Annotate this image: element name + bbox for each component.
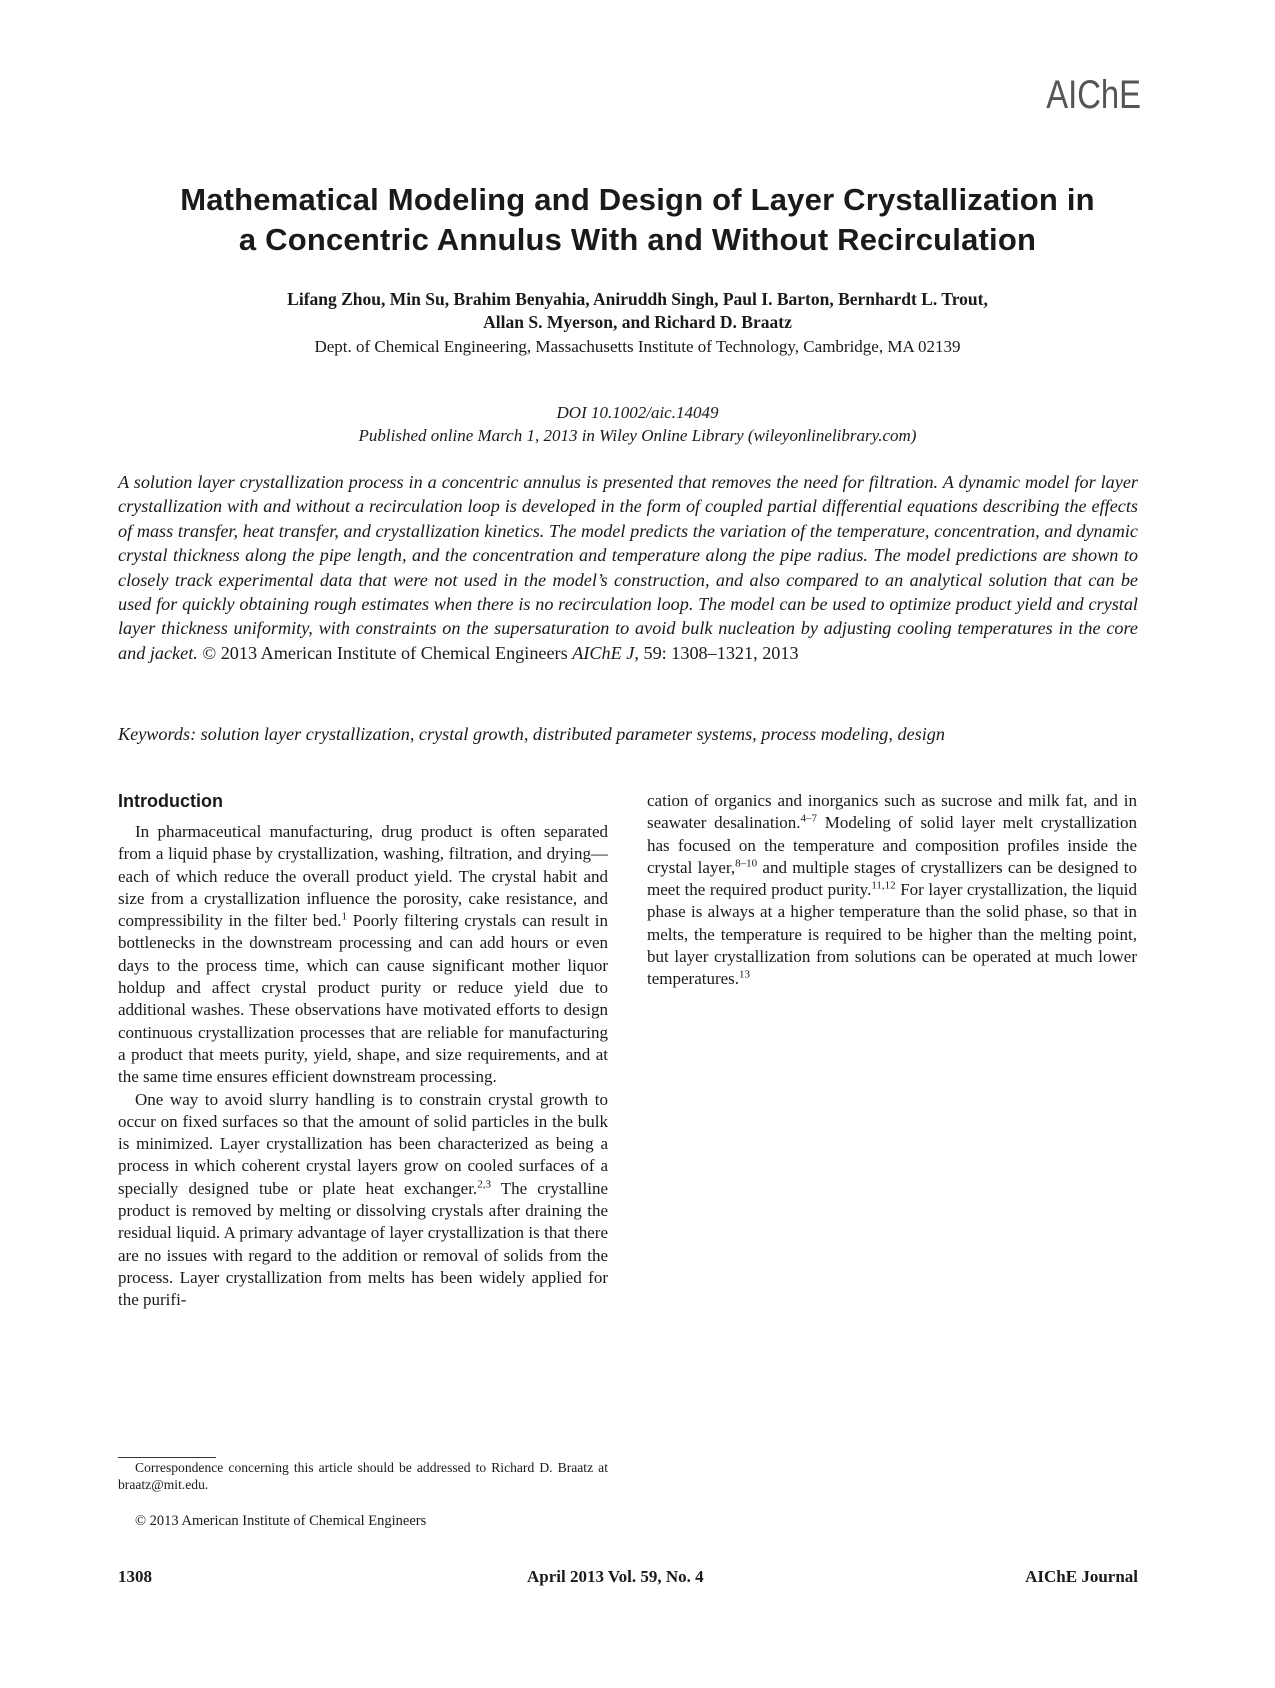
journal-abbrev: AIChE J <box>572 642 635 663</box>
paragraph-2-continued <box>647 790 1137 991</box>
para1-text-b: Poorly filtering crystals can result in bottlenecks in the downstream processing and can add hours or even days to the process time, which can cause significant mother liquor holdup and affect crystal product purity or reduce yield due to additional washes. These observations have motivated efforts to design continuous crystallization processes that are reliable for manufacturing a product that meets purity, yield, shape, and size requirements, and at the same time ensures efficient downstream processing. <box>118 911 608 1087</box>
para2-text-f: For layer crystallization, the liquid phase is always at a higher temperature than the solid phase, so that in melts, the temperature is required to be higher than the melting point, but layer crystallization from solutions can be operated at much lower temperatures. <box>647 880 1137 989</box>
authors-line-1: Lifang Zhou, Min Su, Brahim Benyahia, Aniruddh Singh, Paul I. Barton, Bernhardt L. Trout, <box>287 289 988 309</box>
ref-1: 1 <box>341 910 348 923</box>
ref-2: 2,3 <box>477 1178 491 1191</box>
para2-text-c: cation of organics and inorganics such as sucrose and milk fat, and in seawater desalination. <box>647 791 1137 833</box>
right-column <box>647 790 1137 991</box>
page-number: 1308 <box>118 1567 152 1586</box>
ref-5: 11,12 <box>871 879 896 892</box>
copyright-footnote: © 2013 American Institute of Chemical Engineers <box>135 1513 427 1529</box>
ref-4: 8–10 <box>735 857 758 870</box>
authors-line-2: Allan S. Myerson, and Richard D. Braatz <box>483 312 792 332</box>
footnote-rule <box>118 1457 216 1458</box>
para2-text-b: The crystalline product is removed by melting or dissolving crystals after draining the residual liquid. A primary advantage of layer crystallization is that there are no issues with regard to the addition or removal of solids from the process. Layer crystallization from melts has been widely applied for the purifi- <box>118 1178 608 1310</box>
correspondence-footnote: Correspondence concerning this article should be addressed to Richard D. Braatz at braatz@mit.edu. <box>118 1460 608 1492</box>
issue-info: April 2013 Vol. 59, No. 4 <box>527 1567 704 1586</box>
author-list <box>120 288 1155 334</box>
doi: DOI 10.1002/aic.14049 <box>556 403 719 422</box>
abstract <box>118 470 1138 665</box>
article-title <box>120 180 1155 260</box>
citation: , 59: 1308–1321, 2013 <box>634 642 799 663</box>
abstract-copyright: © 2013 American Institute of Chemical Engineers <box>202 642 568 663</box>
published-online: Published online March 1, 2013 in Wiley Online Library (wileyonlinelibrary.com) <box>358 426 917 445</box>
ref-3: 4–7 <box>800 812 818 825</box>
journal-name: AIChE Journal <box>1025 1567 1138 1586</box>
affiliation: Dept. of Chemical Engineering, Massachusetts Institute of Technology, Cambridge, MA 02139 <box>314 337 961 356</box>
para2-text-e: and multiple stages of crystallizers can be designed to meet the required product purity. <box>647 857 1137 900</box>
paragraph-1 <box>118 821 608 1089</box>
para2-text-d: Modeling of solid layer melt crystallization has focused on the temperature and composition profiles inside the crystal layer, <box>647 813 1137 877</box>
introduction-heading: Introduction <box>118 791 223 811</box>
title-line-1: Mathematical Modeling and Design of Layer Crystallization in <box>180 182 1095 217</box>
svg-text:AIChE: AIChE <box>1046 72 1141 116</box>
paragraph-2 <box>118 1089 608 1312</box>
para2-text-a: One way to avoid slurry handling is to constrain crystal growth to occur on fixed surfaces so that the amount of solid particles in the bulk is minimized. Layer crystallization has been characterized as being a process in which coherent crystal layers grow on cooled surfaces of a specially designed tube or plate heat exchanger. <box>118 1089 608 1198</box>
title-line-2: a Concentric Annulus With and Without Recirculation <box>238 222 1037 257</box>
abstract-text: A solution layer crystallization process in a concentric annulus is presented that removes the need for filtration. A dynamic model for layer crystallization with and without a recirculation loop is developed in the form of coupled partial differential equations describing the effects of mass transfer, heat transfer, and crystallization kinetics. The model predicts the variation of the temperature, concentration, and dynamic crystal thickness along the pipe length, and the concentration and temperature along the pipe radius. The model predictions are shown to closely track experimental data that were not used in the model’s construction, and also compared to an analytical solution that can be used for quickly obtaining rough estimates when there is no recirculation loop. The model can be used to optimize product yield and crystal layer thickness uniformity, with constraints on the supersaturation to avoid bulk nucleation by adjusting cooling temperatures in the core and jacket. <box>118 472 1138 663</box>
left-column <box>118 790 608 1312</box>
aiche-logo <box>1041 72 1141 116</box>
para1-text-a: In pharmaceutical manufacturing, drug product is often separated from a liquid phase by crystallization, washing, filtration, and drying—each of which reduce the overall product yield. The crystal habit and size from a crystallization influence the porosity, cake resistance, and compressibility in the filter bed. <box>118 822 608 931</box>
ref-6: 13 <box>739 968 751 981</box>
keywords: Keywords: solution layer crystallization, crystal growth, distributed parameter systems, process modeling, design <box>118 724 945 744</box>
